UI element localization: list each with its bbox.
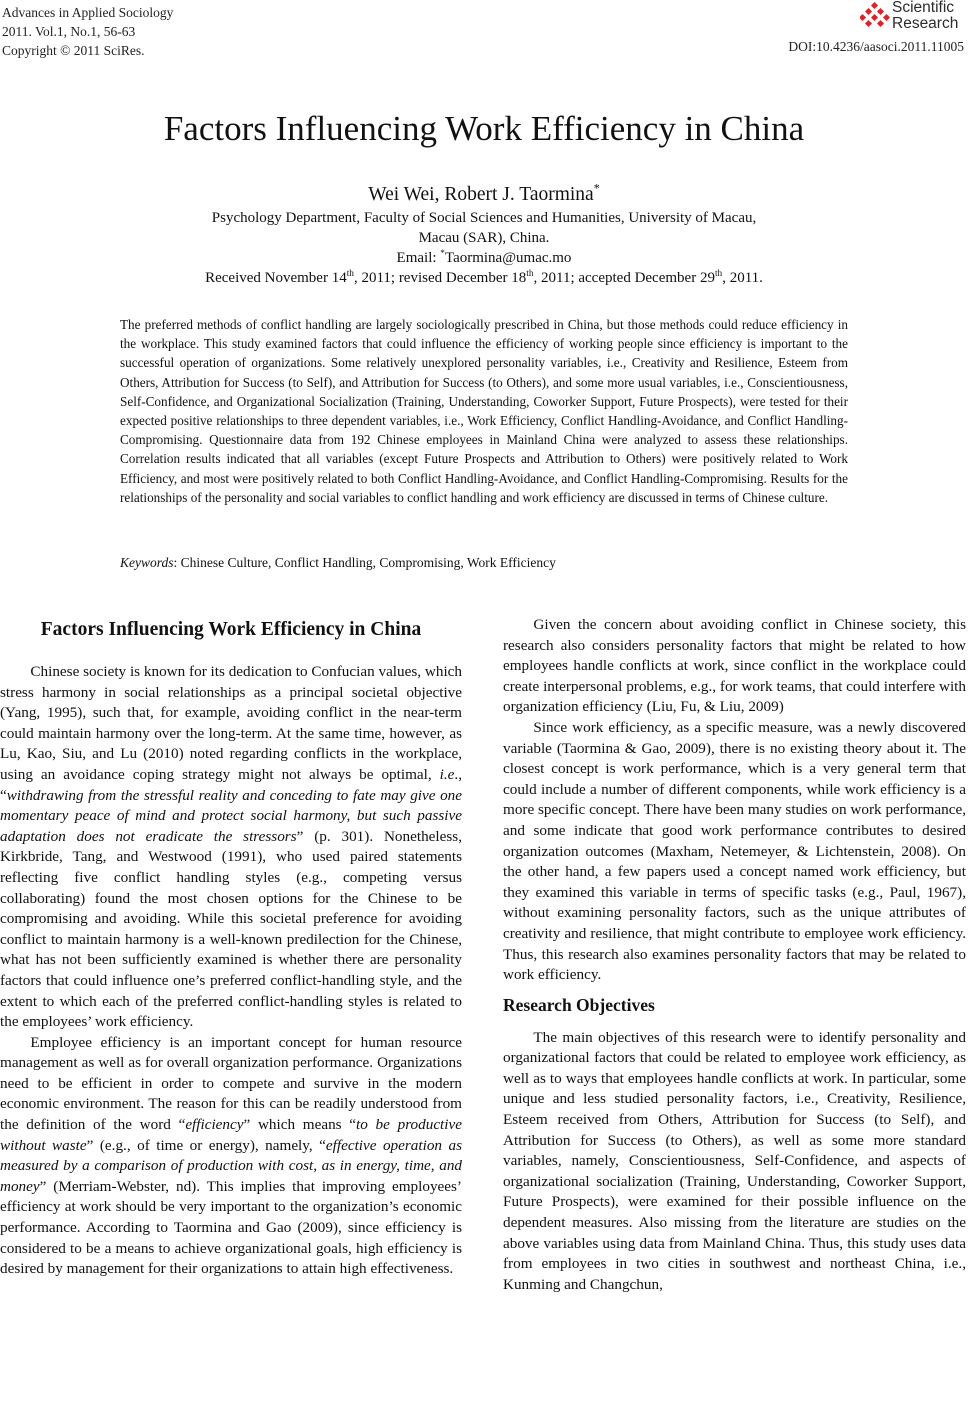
received-year: , 2011. (722, 270, 763, 286)
quotation: withdrawing from the stressful reality and conceding to fate may give one momentary peace of mind and protect social harmony, but such passive adaptation does not eradicate the stressors (0, 786, 462, 845)
definition: to be productive without waste (0, 1116, 462, 1154)
corresponding-mark: * (593, 181, 600, 196)
paragraph (0, 662, 462, 1033)
journal-name: Advances in Applied Sociology (2, 5, 174, 20)
text-run: ., “ (0, 765, 462, 804)
publisher-logo (860, 0, 966, 36)
copyright: Copyright © 2011 SciRes. (2, 43, 145, 58)
author-names: Wei Wei, Robert J. Taormina (368, 184, 594, 205)
accepted-sup: th (714, 269, 723, 279)
affiliation-block (0, 208, 968, 288)
affiliation-line1: Psychology Department, Faculty of Social Sciences and Humanities, University of Macau, (211, 210, 757, 226)
text-run: Chinese society is known for its dedication to Confucian values, which stress harmony in social relationships as a principal societal objective (Yang, 1995), such that, for example, avoiding conflict in the near-term could maintain harmony over the long-term. At the same time, however, as Lu, Kao, Siu, and Lu (2010) noted regarding conflicts in the workplace, using an avoidance coping strategy might not always be optimal, (0, 663, 462, 783)
received-dates (0, 268, 968, 288)
paragraph (0, 1033, 462, 1280)
email-mark: * (440, 249, 445, 259)
body-left-column (0, 615, 462, 1280)
keywords (120, 553, 848, 573)
running-header (2, 3, 173, 60)
paragraph: The main objectives of this research were to identify personality and organizational factors that could be related to employee work efficiency, as well as to ways that employees handle conflicts at work. In particular, some unique and less studied personality factors, i.e., Creativity, Resilience, Esteem received from Others, Attribution for Success (to Self), and Attribution for Success (to Others), as well as some more standard variables, namely, Conscientiousness, Self-Confidence, and aspects of organizational socialization (Training, Understanding, Coworker Support, Future Prospects), were examined for their possible influence on the dependent measures. Also missing from the literature are studies on the above variables using data from Mainland China. Thus, this study uses data from employees in two cities in southwest and northeast China, i.e., Kunming and Changchun, (503, 1028, 966, 1293)
section-heading: Factors Influencing Work Efficiency in China (40, 619, 422, 640)
text-run: Employee efficiency is an important concept for human resource management as well as for overall organization performance. Organizations need to be efficient in order to compete and survive in the modern economic environment. The reason for this can be readily understood from the definition of the word “ (0, 1033, 462, 1134)
email-line (0, 248, 968, 268)
logo-line1: Scientific (892, 0, 955, 16)
text-run: ” (Merriam-Webster, nd). This implies that improving employees’ efficiency at work should be very important to the organization’s economic performance. According to Taormina and Gao (2009), since efficiency is considered to be a means to achieve organizational goals, high efficiency is desired by management for their organizations to attain high effectiveness. (0, 1177, 462, 1278)
definition: as in energy, time, and money (0, 1157, 463, 1195)
authors (0, 183, 968, 207)
email-prefix: Email: (396, 250, 441, 266)
journal-volume: 2011. Vol.1, No.1, 56-63 (2, 24, 136, 39)
affiliation-line2: Macau (SAR), China. (418, 230, 550, 246)
received-sup: th (346, 269, 354, 279)
text-run: , (313, 1157, 322, 1175)
revised-sup: th (526, 269, 534, 279)
received-text: Received November 14 (205, 270, 347, 286)
italic-run: efficiency (185, 1116, 244, 1134)
revised-text: , 2011; revised December 18 (353, 270, 527, 286)
keywords-list: : Chinese Culture, Conflict Handling, Compromising, Work Efficiency (173, 555, 556, 570)
section-heading: Research Objectives (503, 994, 655, 1015)
text-run: ” (e.g., of time or energy), namely, “ (86, 1136, 326, 1154)
body-right-column (503, 615, 966, 1295)
text-run: ” (p. 301). Nonetheless, Kirkbride, Tang, and Westwood (1991), who used paired statements reflecting five conflict handling styles (e.g., competing versus collaborating) found the most chosen options for the Chinese to be compromising and avoiding. While this societal preference for avoiding conflict to maintain harmony is a well-known predilection for the Chinese, what has not been sufficiently examined is whether there are personality factors that could influence one’s preferred conflict-handling style, and the extent to which each of the preferred conflict-handling styles is related to the employees’ work efficiency. (0, 827, 462, 1031)
email-address[interactable]: Taormina@umac.mo (444, 250, 572, 266)
definition: effective operation as measured by a comparison of production with cost (0, 1136, 462, 1175)
accepted-text: , 2011; accepted December 29 (533, 270, 715, 286)
text-run: ” which means “ (243, 1116, 357, 1134)
paper-title: Factors Influencing Work Efficiency in China (163, 109, 805, 148)
logo-line2: Research (892, 15, 959, 32)
doi: DOI:10.4236/aasoci.2011.11005 (788, 39, 964, 54)
publisher-logo-icon (860, 2, 890, 32)
keywords-label: Keywords (120, 555, 174, 570)
paragraph: Given the concern about avoiding conflict in Chinese society, this research also considers personality factors that might be related to how employees handle conflicts at work, since conflict in the workplace could create interpersonal problems, e.g., for work teams, that could interfere with organization efficiency (Liu, Fu, & Liu, 2009) (503, 616, 966, 716)
abstract: The preferred methods of conflict handling are largely sociologically prescribed in China, but those methods could reduce efficiency in the workplace. This study examined factors that could influence the efficiency of working people since efficiency is important to the successful operation of organizations. Some relatively unexplored personality variables, i.e., Creativity and Resilience, Esteem from Others, Attribution for Success (to Self), and Attribution for Success (to Others), and some more usual variables, i.e., Conscientiousness, Self-Confidence, and Organizational Socialization (Training, Understanding, Coworker Support, Future Prospects), were tested for their expected positive relationships to three dependent variables, i.e., Work Efficiency, Conflict Handling-Avoidance, and Conflict Handling-Compromising. Questionnaire data from 192 Chinese employees in Mainland China were analyzed to assess these relationships. Correlation results indicated that all variables (except Future Prospects and Attribution to Others) were positively related to Work Efficiency, and most were positively related to both Conflict Handling-Avoidance, and Conflict Handling-Compromising. Results for the relationships of the personality and social variables to conflict handling and work efficiency are discussed in terms of Chinese culture. (120, 317, 848, 505)
italic-run: i.e (439, 765, 455, 783)
paragraph: Since work efficiency, as a specific measure, was a newly discovered variable (Taormina & Gao, 2009), there is no existing theory about it. The closest concept is work performance, which is a very general term that could include a number of different components, while work efficiency is a more specific concept. There have been many studies on work performance, and some indicate that good work performance contributes to desired organization outcomes (Maxham, Netemeyer, & Lichtenstein, 2008). On the other hand, a few papers used a concept named work efficiency, but they examined this variable in terms of specific tasks (e.g., Paul, 1967), without examining personality factors, such as the unique attributes of creativity and resilience, that might contribute to employee work efficiency. Thus, this research also examines personality factors that may be related to work efficiency. (503, 718, 966, 984)
